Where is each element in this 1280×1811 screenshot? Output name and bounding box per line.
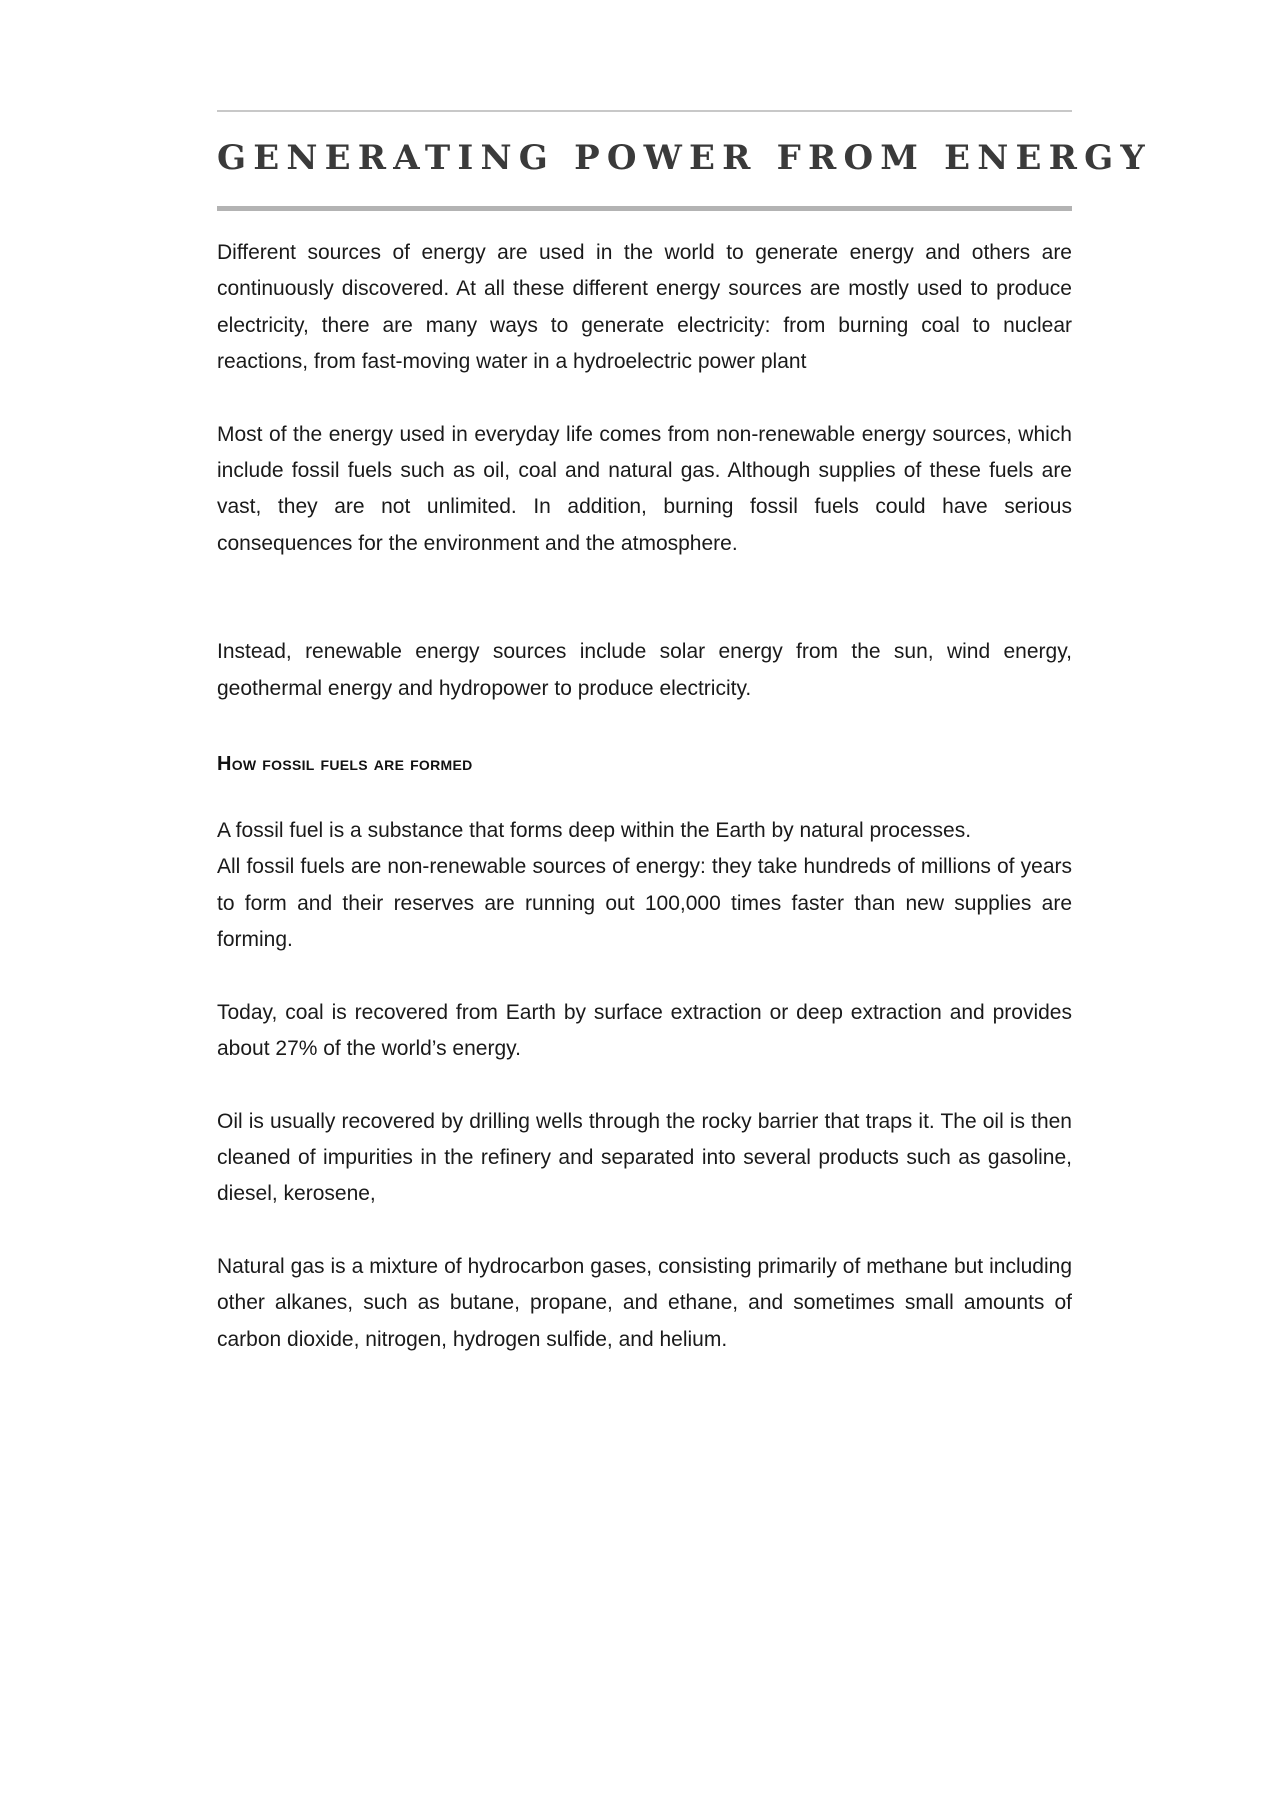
title-bottom-rule <box>217 206 1072 211</box>
page-title: GENERATING POWER FROM ENERGY <box>217 138 1152 178</box>
paragraph-fossil-nonrenewable: All fossil fuels are non-renewable sources of energy: they take hundreds of millions of years to form and their reserves are running out 100,000 times faster than new supplies are forming. <box>217 855 1072 952</box>
paragraph-oil: Oil is usually recovered by drilling wells through the rocky barrier that traps it. The oil is then cleaned of impurities in the refinery and separated into several products such as gasoline, diesel, kerosene, <box>217 1109 1072 1206</box>
paragraph-fossil-definition: A fossil fuel is a substance that forms deep within the Earth by natural processes. <box>217 819 972 843</box>
paragraph-renewable: Instead, renewable energy sources include solar energy from the sun, wind energy, geothermal energy and hydropower to produce electricity. <box>217 640 1072 700</box>
paragraph-natural-gas: Natural gas is a mixture of hydrocarbon gases, consisting primarily of methane but including other alkanes, such as butane, propane, and ethane, and sometimes small amounts of carbon dioxide, nitrogen, hydrogen sulfide, and helium. <box>217 1254 1072 1351</box>
paragraph-non-renewable: Most of the energy used in everyday life comes from non-renewable energy sources, which include fossil fuels such as oil, coal and natural gas. Although supplies of these fuels are vast, they are not unlimited. In addition, burning fossil fuels could have serious consequences for the environment and the atmosphere. <box>217 422 1072 555</box>
section-heading: How fossil fuels are formed <box>217 753 473 776</box>
paragraph-intro: Different sources of energy are used in the world to generate energy and others are continuously discovered. At all these different energy sources are mostly used to produce electricity, there are many ways to generate electricity: from burning coal to nuclear reactions, from fast-moving water in a hydroelectric power plant <box>217 241 1072 374</box>
title-top-rule <box>217 110 1072 112</box>
paragraph-coal: Today, coal is recovered from Earth by surface extraction or deep extraction and provides about 27% of the world’s energy. <box>217 1000 1072 1061</box>
document-page <box>217 110 1152 1358</box>
